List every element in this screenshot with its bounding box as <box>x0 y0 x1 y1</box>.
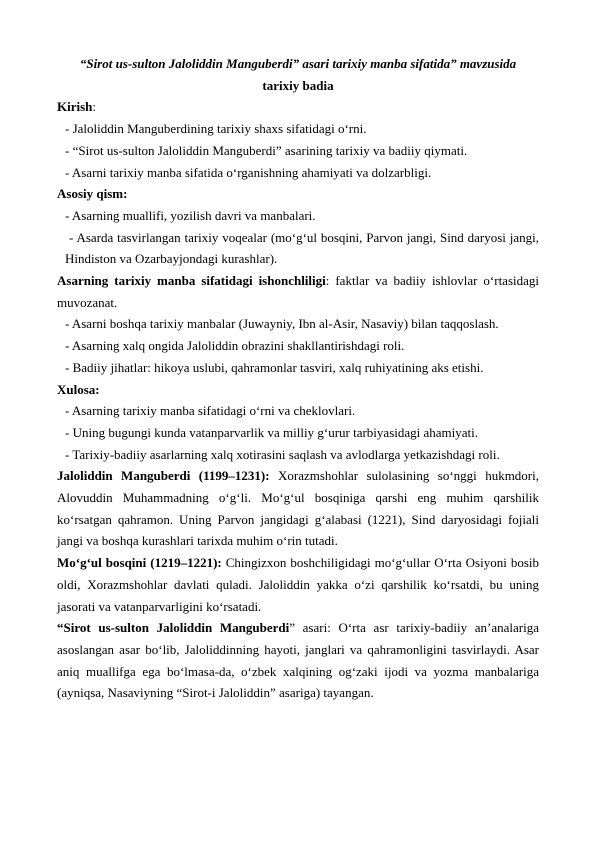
intro-heading <box>57 96 539 118</box>
document-title <box>57 53 539 96</box>
reliability-item-1: - Asarni boshqa tarixiy manbalar (Juwayniy, Ibn al-Asir, Nasaviy) bilan taqqoslash. <box>65 316 499 332</box>
paragraph-jaloliddin <box>57 465 539 552</box>
intro-item-1: - Jaloliddin Manguberdining tarixiy shaxs sifatidagi o‘rni. <box>65 121 367 137</box>
reliability-heading-bold: Asarning tarixiy manba sifatidagi ishonchliligi <box>57 273 326 289</box>
paragraph-mongol-invasion-text: Chingizxon boshchiligidagi mo‘g‘ullar O‘rta Osiyoni bosib oldi, Xorazmshohlar davlati quladi. Jaloliddin yakka o‘zi qarshilik ko‘rsatdi, bu uning jasorati va vatanparvarligini ko‘rsatadi. <box>57 555 539 614</box>
intro-heading-text: Kirish <box>57 99 93 115</box>
intro-heading-colon: : <box>92 99 97 115</box>
reliability-heading-rest: : faktlar va badiiy ishlovlar o‘rtasidagi muvozanat. <box>57 273 540 310</box>
conclusion-item-2: - Uning bugungi kunda vatanparvarlik va milliy g‘urur tarbiyasidagi ahamiyati. <box>65 424 479 440</box>
title-line-1: “Sirot us-sulton Jaloliddin Manguberdi” asari tarixiy manba sifatida” mavzusida <box>79 56 517 71</box>
paragraph-jaloliddin-text: Xorazmshohlar sulolasining so‘nggi hukmdori, Alovuddin Muhammadning o‘g‘li. Mo‘g‘ul bosqiniga qarshi eng muhim qarshilik ko‘rsatgan qahramon. Uning Parvon jangidagi g‘alabasi (1221), Sind daryosidagi fojiali jangi va boshqa kurashlari tarixda muhim o‘rin tutadi. <box>57 468 540 549</box>
intro-item-2: - “Sirot us-sulton Jaloliddin Manguberdi” asarining tarixiy va badiiy qiymati. <box>65 142 468 158</box>
main-item-2: - Asarda tasvirlangan tarixiy voqealar (mo‘g‘ul bosqini, Parvon jangi, Sind daryosi jangi, Hindiston va Ozarbayjondagi kurashlar). <box>65 229 539 267</box>
paragraph-jaloliddin-term: Jaloliddin Manguberdi (1199–1231): <box>57 468 270 484</box>
paragraph-mongol-invasion-term: Mo‘g‘ul bosqini (1219–1221): <box>57 555 222 571</box>
document-body <box>57 53 539 704</box>
conclusion-item-3: - Tarixiy-badiiy asarlarning xalq xotirasini saqlash va avlodlarga yetkazishdagi roli. <box>65 446 500 462</box>
paragraph-mongol-invasion <box>57 552 539 617</box>
paragraph-sirot-work-text: ” asari: O‘rta asr tarixiy-badiiy an’analariga asoslangan asar bo‘lib, Jaloliddinning hayoti, janglari va qahramonligini tasvirlaydi. Asar aniq muallifga ega bo‘lmasa-da, o‘zbek xalqining og‘zaki ijodi va yozma manbalariga (ayniqsa, Nasaviyning “Sirot-i Jaloliddin” asariga) tayangan. <box>57 620 540 701</box>
reliability-item-3: - Badiiy jihatlar: hikoya uslubi, qahramonlar tasviri, xalq ruhiyatining aks etishi. <box>65 359 484 375</box>
reliability-heading <box>57 270 539 313</box>
conclusion-heading: Xulosa: <box>57 381 100 397</box>
main-heading: Asosiy qism: <box>57 186 128 202</box>
title-line-2: tarixiy badia <box>262 77 334 93</box>
paragraph-sirot-work-term: “Sirot us-sulton Jaloliddin Manguberdi <box>57 620 290 636</box>
main-item-1: - Asarning muallifi, yozilish davri va manbalari. <box>65 207 316 223</box>
paragraph-sirot-work <box>57 617 539 704</box>
conclusion-item-1: - Asarning tarixiy manba sifatidagi o‘rni va cheklovlari. <box>65 403 356 419</box>
intro-item-3: - Asarni tarixiy manba sifatida o‘rganishning ahamiyati va dolzarbligi. <box>65 164 432 180</box>
reliability-item-2: - Asarning xalq ongida Jaloliddin obrazini shakllantirishdagi roli. <box>65 338 405 354</box>
